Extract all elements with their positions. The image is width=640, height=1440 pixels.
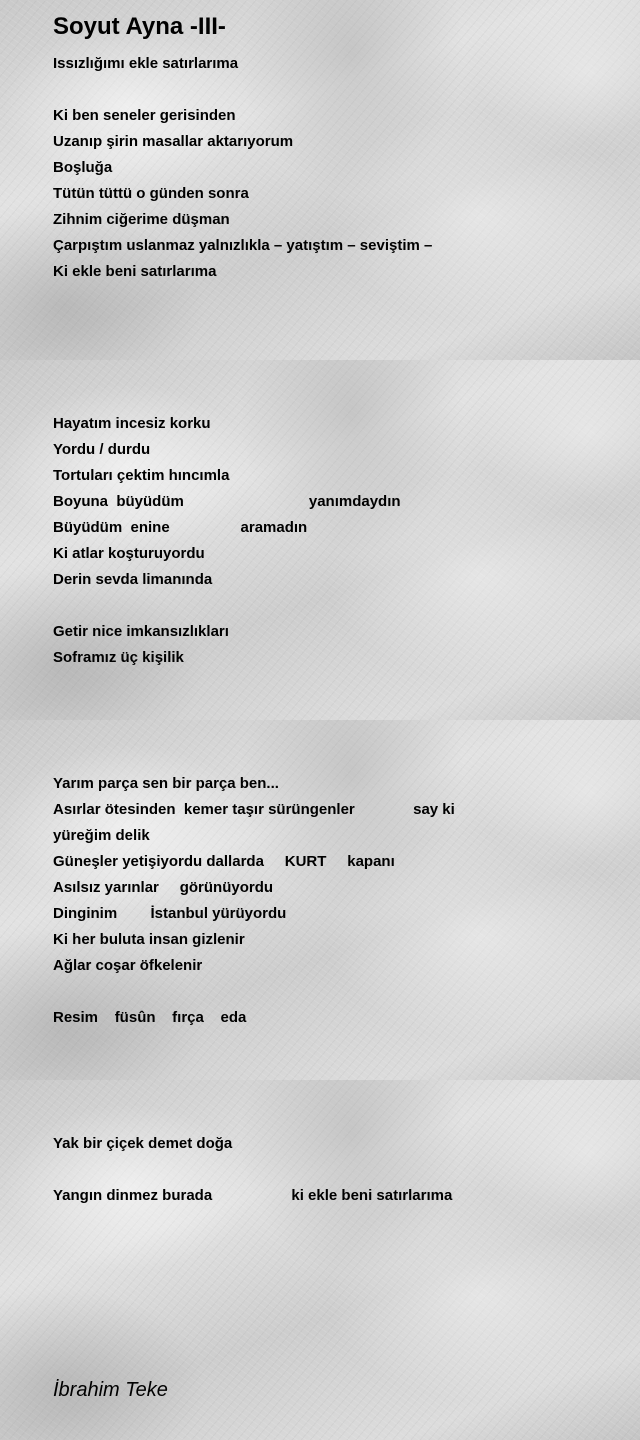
- poem-line: Güneşler yetişiyordu dallarda KURT kapanı: [53, 853, 395, 870]
- poem-panel-2: [0, 360, 640, 720]
- poem-line: Getir nice imkansızlıkları: [53, 623, 229, 640]
- poem-line: Büyüdüm enine aramadın: [53, 519, 308, 536]
- poem-line: Tütün tüttü o günden sonra: [53, 185, 249, 202]
- poem-line: Zihnim ciğerime düşman: [53, 211, 230, 228]
- poem-line: Soframız üç kişilik: [53, 649, 184, 666]
- poem-line: Uzanıp şirin masallar aktarıyorum: [53, 133, 294, 150]
- poem-panel-4: [0, 1080, 640, 1440]
- poem-line: Ağlar coşar öfkelenir: [53, 957, 203, 974]
- poem-line: Yordu / durdu: [53, 441, 151, 458]
- poem-line: Yangın dinmez burada ki ekle beni satırlarıma: [53, 1187, 453, 1204]
- poem-panel-1: [0, 0, 640, 360]
- poem-line: Asırlar ötesinden kemer taşır sürüngenler say ki: [53, 801, 455, 818]
- poem-line: [53, 593, 401, 619]
- poem-line: Ki ekle beni satırlarıma: [53, 263, 217, 280]
- poem-line: Dinginim İstanbul yürüyordu: [53, 905, 287, 922]
- poem-author: İbrahim Teke: [53, 1379, 168, 1401]
- poem-line: Tortuları çektim hıncımla: [53, 467, 230, 484]
- poem-line: yüreğim delik: [53, 827, 150, 844]
- poem-stanza-3: [53, 771, 455, 1031]
- poem-line: [53, 77, 432, 103]
- poem-title: Soyut Ayna -III-: [53, 13, 226, 40]
- poem-line: Ki ben seneler gerisinden: [53, 107, 236, 124]
- poem-line: Resim füsûn fırça eda: [53, 1009, 247, 1026]
- poem-line: Çarpıştım uslanmaz yalnızlıkla – yatıştım – seviştim –: [53, 237, 433, 254]
- poem-line: Asılsız yarınlar görünüyordu: [53, 879, 274, 896]
- poem-line: Yak bir çiçek demet doğa: [53, 1135, 233, 1152]
- poem-line: Boyuna büyüdüm yanımdaydın: [53, 493, 401, 510]
- poem-line: Ki her buluta insan gizlenir: [53, 931, 245, 948]
- poem-line: [53, 1157, 452, 1183]
- poem-stanza-4: [53, 1131, 452, 1209]
- poem-line: Yarım parça sen bir parça ben...: [53, 775, 279, 792]
- poem-panel-3: [0, 720, 640, 1080]
- poem-line: Derin sevda limanında: [53, 571, 213, 588]
- poem-stanza-1: [53, 51, 432, 285]
- poem-line: Ki atlar koşturuyordu: [53, 545, 205, 562]
- poem-line: Hayatım incesiz korku: [53, 415, 211, 432]
- poem-stanza-2: [53, 411, 401, 671]
- poem-line: [53, 979, 455, 1005]
- poem-line: Issızlığımı ekle satırlarıma: [53, 55, 239, 72]
- poem-line: Boşluğa: [53, 159, 113, 176]
